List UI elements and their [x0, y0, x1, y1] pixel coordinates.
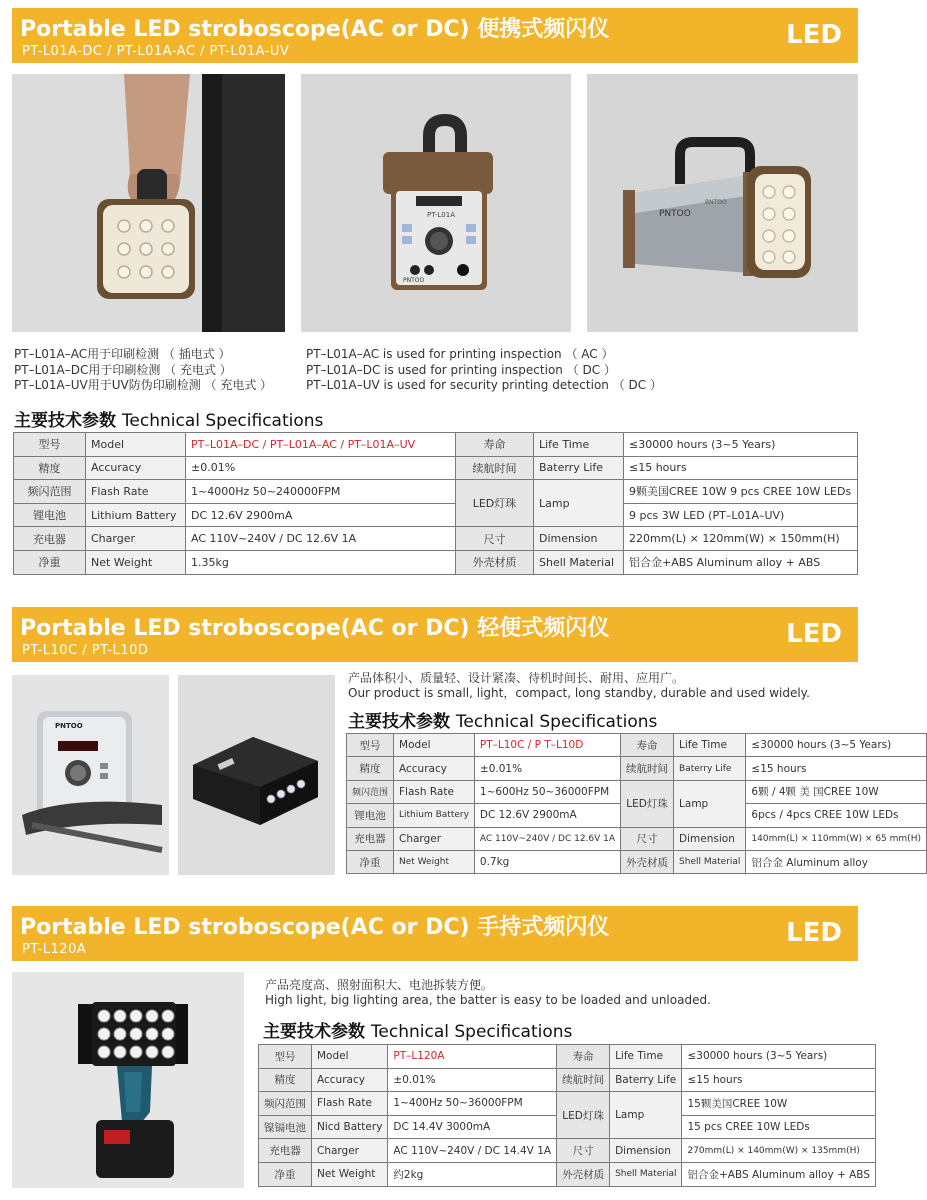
captions-en — [306, 347, 662, 394]
intro-zh: 产品亮度高、照射面积大、电池拆装方便。 — [265, 978, 494, 992]
row-label-en: Model — [394, 734, 475, 757]
product-photo-l120a — [12, 972, 244, 1188]
section1-led-tag: LED — [786, 20, 842, 50]
table-row — [14, 527, 858, 551]
table-row — [347, 827, 927, 850]
section3-title: Portable LED stroboscope(AC or DC) 手持式频闪仪 — [20, 915, 610, 940]
row-label-zh: 尺寸 — [621, 827, 674, 850]
row-label-en: Net Weight — [86, 550, 186, 574]
row-value: 1~4000Hz 50~240000FPM — [186, 480, 456, 504]
section1-banner — [12, 8, 858, 63]
row-label-zh: 续航时间 — [456, 456, 534, 480]
section3-banner — [12, 906, 858, 961]
row-label-en: Charger — [86, 527, 186, 551]
row-label-en: Baterry Life — [534, 456, 624, 480]
row-label-en: Net Weight — [394, 850, 475, 873]
intro-zh: 产品体积小、质量轻、设计紧凑、待机时间长、耐用、应用广。 — [348, 671, 685, 685]
section3-spec-table — [258, 1044, 876, 1187]
row-label-zh: 外壳材质 — [456, 550, 534, 574]
row-value: ±0.01% — [388, 1068, 557, 1092]
row-value: ±0.01% — [186, 456, 456, 480]
row-label-zh: LED灯珠 — [456, 480, 534, 527]
row-value: 220mm(L) × 120mm(W) × 150mm(H) — [624, 527, 858, 551]
row-label-zh: 锂电池 — [14, 503, 86, 527]
table-row — [347, 780, 927, 803]
row-label-en: Dimension — [534, 527, 624, 551]
row-value: AC 110V~240V / DC 12.6V 1A — [474, 827, 620, 850]
table-row — [259, 1068, 876, 1092]
section3-intro — [265, 978, 711, 1008]
row-value: AC 110V~240V / DC 12.6V 1A — [186, 527, 456, 551]
captions-zh — [14, 347, 272, 394]
section1-title: Portable LED stroboscope(AC or DC) 便携式频闪仪 — [20, 17, 610, 42]
row-label-en: Lamp — [674, 780, 746, 827]
row-label-en: Accuracy — [394, 757, 475, 780]
row-label-zh: 充电器 — [259, 1139, 312, 1163]
row-value: DC 12.6V 2900mA — [474, 804, 620, 827]
row-label-en: Model — [312, 1045, 388, 1069]
row-label-en: Baterry Life — [610, 1068, 682, 1092]
row-label-zh: 精度 — [259, 1068, 312, 1092]
table-row — [259, 1092, 876, 1116]
row-value: ≤30000 hours (3~5 Years) — [682, 1045, 876, 1069]
row-label-en: Net Weight — [312, 1162, 388, 1186]
product-photo-front-panel — [301, 74, 571, 332]
section3-spec-heading — [263, 1017, 572, 1042]
row-value: 1~400Hz 50~36000FPM — [388, 1092, 557, 1116]
row-value: 铝合金 Aluminum alloy — [746, 850, 927, 873]
row-label-en: Life Time — [610, 1045, 682, 1069]
row-label-zh: 镍镉电池 — [259, 1115, 312, 1139]
row-value: 1~600Hz 50~36000FPM — [474, 780, 620, 803]
row-value: 1.35kg — [186, 550, 456, 574]
row-value: ≤15 hours — [682, 1068, 876, 1092]
section3-models: PT-L120A — [22, 942, 87, 957]
row-value: ≤15 hours — [624, 456, 858, 480]
model-value: PT–L10C / P T–L10D — [474, 734, 620, 757]
front-panel-label: PT-L01A — [427, 211, 455, 219]
section3-led-tag: LED — [786, 918, 842, 948]
row-value: 270mm(L) × 140mm(W) × 135mm(H) — [682, 1139, 876, 1163]
row-label-zh: 续航时间 — [557, 1068, 610, 1092]
row-label-en: Nicd Battery — [312, 1115, 388, 1139]
row-label-en: Dimension — [674, 827, 746, 850]
row-label-zh: 外壳材质 — [621, 850, 674, 873]
row-label-zh: 型号 — [14, 433, 86, 457]
row-label-zh: 寿命 — [621, 734, 674, 757]
caption-en-ac: PT–L01A–AC is used for printing inspection （ AC ） — [306, 347, 614, 361]
section2-banner — [12, 607, 858, 662]
row-label-zh: 精度 — [14, 456, 86, 480]
row-value: 15颗美国CREE 10W — [682, 1092, 876, 1116]
section2-title: Portable LED stroboscope(AC or DC) 轻便式频闪仪 — [20, 616, 610, 641]
row-value: 9颗美国CREE 10W 9 pcs CREE 10W LEDs — [624, 480, 858, 504]
row-value: 140mm(L) × 110mm(W) × 65 mm(H) — [746, 827, 927, 850]
product-photo-hand-held — [12, 74, 285, 332]
row-label-en: Accuracy — [312, 1068, 388, 1092]
model-value: PT–L01A–DC / PT–L01A–AC / PT–L01A–UV — [186, 433, 456, 457]
row-value: ±0.01% — [474, 757, 620, 780]
row-label-zh: 续航时间 — [621, 757, 674, 780]
section1-spec-heading — [14, 406, 323, 431]
row-label-zh: 型号 — [259, 1045, 312, 1069]
row-label-en: Shell Material — [674, 850, 746, 873]
row-value: 约2kg — [388, 1162, 557, 1186]
row-value: DC 14.4V 3000mA — [388, 1115, 557, 1139]
table-row — [259, 1139, 876, 1163]
row-label-zh: 净重 — [14, 550, 86, 574]
row-label-zh: LED灯珠 — [621, 780, 674, 827]
caption-zh-uv: PT–L01A–UV用于UV防伪印刷检测 （ 充电式 ） — [14, 378, 273, 392]
spec-heading-en: Technical Specifications — [121, 411, 324, 431]
row-label-zh: 频闪范围 — [347, 780, 394, 803]
row-label-en: Lithium Battery — [86, 503, 186, 527]
row-value: DC 12.6V 2900mA — [186, 503, 456, 527]
row-value: ≤15 hours — [746, 757, 927, 780]
row-label-en: Flash Rate — [312, 1092, 388, 1116]
l10-brand: PNTOO — [55, 722, 83, 730]
table-row — [14, 480, 858, 504]
row-value: 铝合金+ABS Aluminum alloy + ABS — [624, 550, 858, 574]
table-row — [347, 850, 927, 873]
table-row — [14, 550, 858, 574]
row-label-zh: 频闪范围 — [14, 480, 86, 504]
row-label-en: Charger — [312, 1139, 388, 1163]
row-label-en: Flash Rate — [86, 480, 186, 504]
section2-models: PT-L10C / PT-L10D — [22, 643, 149, 658]
section2-led-tag: LED — [786, 619, 842, 649]
side-brand: PNTOO — [659, 209, 691, 219]
row-label-en: Shell Material — [534, 550, 624, 574]
row-label-zh: 充电器 — [347, 827, 394, 850]
row-label-zh: 寿命 — [557, 1045, 610, 1069]
row-label-en: Shell Material — [610, 1162, 682, 1186]
row-label-en: Life Time — [534, 433, 624, 457]
row-label-zh: 精度 — [347, 757, 394, 780]
spec-heading-zh: 主要技术参数 — [348, 712, 450, 732]
row-label-en: Lithium Battery — [394, 804, 475, 827]
front-panel-brand: PNTOO — [403, 277, 425, 284]
row-label-en: Model — [86, 433, 186, 457]
row-label-en: Accuracy — [86, 456, 186, 480]
row-label-en: Life Time — [674, 734, 746, 757]
caption-en-dc: PT–L01A–DC is used for printing inspection （ DC ） — [306, 362, 616, 377]
intro-en: High light, big lighting area, the batter is easy to be loaded and unloaded. — [265, 993, 711, 1007]
table-row — [259, 1162, 876, 1186]
row-label-en: Lamp — [534, 480, 624, 527]
product-photo-side-view — [587, 74, 858, 332]
row-label-zh: 外壳材质 — [557, 1162, 610, 1186]
row-label-en: Baterry Life — [674, 757, 746, 780]
section2-intro — [348, 671, 810, 701]
section2-spec-table — [346, 733, 927, 874]
row-label-en: Dimension — [610, 1139, 682, 1163]
section1-models: PT-L01A-DC / PT-L01A-AC / PT-L01A-UV — [22, 44, 290, 59]
section1-spec-table — [13, 432, 858, 575]
row-value: 0.7kg — [474, 850, 620, 873]
row-label-en: Lamp — [610, 1092, 682, 1139]
product-photo-l10-unit — [12, 675, 169, 875]
row-value: ≤30000 hours (3~5 Years) — [624, 433, 858, 457]
caption-zh-ac: PT–L01A–AC用于印刷检测 （ 插电式 ） — [14, 347, 231, 361]
row-label-zh: 频闪范围 — [259, 1092, 312, 1116]
spec-heading-en: Technical Specifications — [455, 712, 658, 732]
row-value: ≤30000 hours (3~5 Years) — [746, 734, 927, 757]
row-label-zh: 尺寸 — [456, 527, 534, 551]
row-value: 9 pcs 3W LED (PT–L01A–UV) — [624, 503, 858, 527]
row-label-en: Charger — [394, 827, 475, 850]
table-row — [14, 503, 858, 527]
caption-zh-dc: PT–L01A–DC用于印刷检测 （ 充电式 ） — [14, 362, 232, 377]
side-text: BNTOO — [705, 199, 727, 206]
table-row — [347, 734, 927, 757]
row-label-zh: 尺寸 — [557, 1139, 610, 1163]
row-label-en: Flash Rate — [394, 780, 475, 803]
table-row — [347, 757, 927, 780]
row-label-zh: 锂电池 — [347, 804, 394, 827]
row-label-zh: 寿命 — [456, 433, 534, 457]
row-value: 铝合金+ABS Aluminum alloy + ABS — [682, 1162, 876, 1186]
section2-spec-heading — [348, 707, 657, 732]
spec-heading-en: Technical Specifications — [370, 1022, 573, 1042]
row-label-zh: 净重 — [347, 850, 394, 873]
row-value: 15 pcs CREE 10W LEDs — [682, 1115, 876, 1139]
model-value: PT–L120A — [388, 1045, 557, 1069]
product-photo-l10-lamp — [178, 675, 335, 875]
row-value: 6pcs / 4pcs CREE 10W LEDs — [746, 804, 927, 827]
table-row — [14, 433, 858, 457]
table-row — [14, 456, 858, 480]
caption-en-uv: PT–L01A–UV is used for security printing detection （ DC ） — [306, 378, 662, 392]
spec-heading-zh: 主要技术参数 — [263, 1022, 365, 1042]
spec-heading-zh: 主要技术参数 — [14, 411, 116, 431]
row-label-zh: LED灯珠 — [557, 1092, 610, 1139]
intro-en: Our product is small, light，compact, long standby, durable and used widely. — [348, 686, 810, 700]
row-label-zh: 净重 — [259, 1162, 312, 1186]
row-label-zh: 充电器 — [14, 527, 86, 551]
row-value: AC 110V~240V / DC 14.4V 1A — [388, 1139, 557, 1163]
row-value: 6颗 / 4颗 美 国CREE 10W — [746, 780, 927, 803]
table-row — [259, 1045, 876, 1069]
row-label-zh: 型号 — [347, 734, 394, 757]
